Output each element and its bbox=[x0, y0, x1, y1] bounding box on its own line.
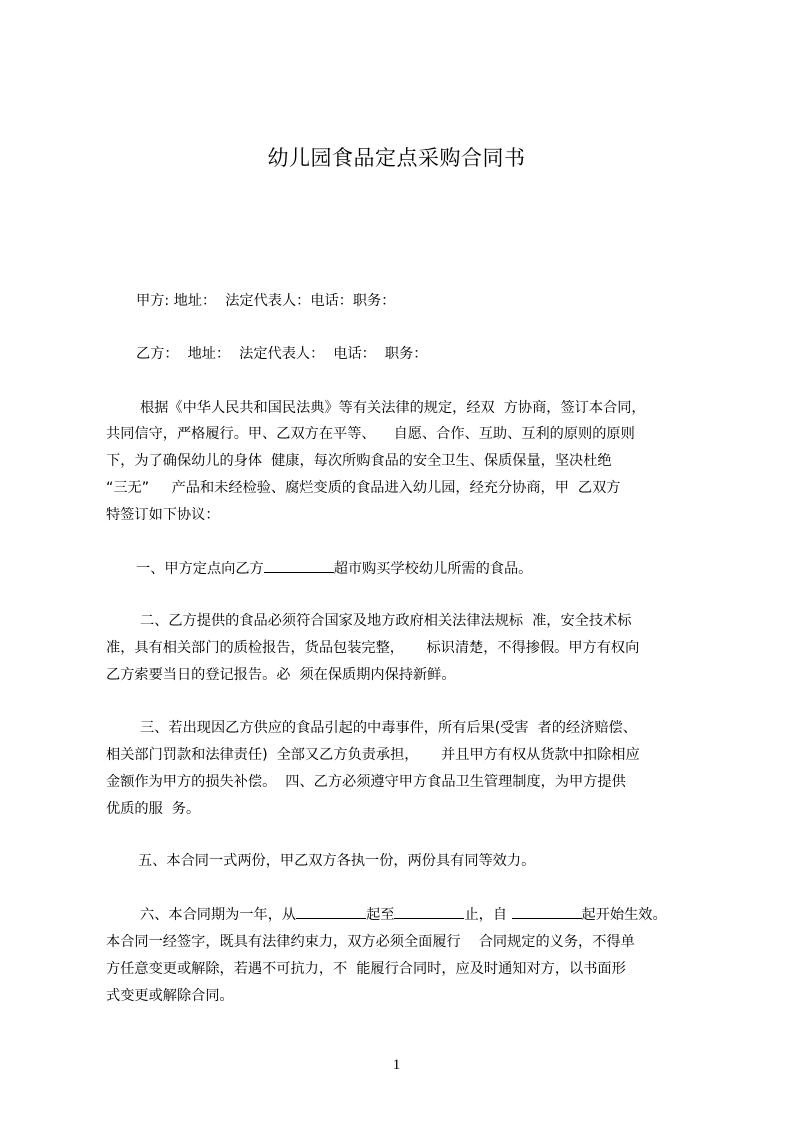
clause-2-line: 二、乙方提供的食品必须符合国家及地方政府相关法律法规标 准，安全技术标 bbox=[140, 613, 632, 629]
clause-1-text: 一、甲方定点向乙方 bbox=[136, 561, 264, 577]
intro-line: 根据《中华人民共和国民法典》等有关法律的规定，经双 方协商，签订本合同， bbox=[140, 400, 646, 416]
clause-6-first-line bbox=[140, 905, 790, 925]
intro-line: “三无” 产品和未经检验、腐烂变质的食品进入幼儿园，经充分协商，甲 乙双方 bbox=[106, 480, 621, 496]
clause-5: 五、本合同一式两份，甲乙双方各执一份，两份具有同等效力。 bbox=[138, 853, 536, 869]
document-title: 幼儿园食品定点采购合同书 bbox=[267, 146, 526, 170]
clause-3-line: 优质的服 务。 bbox=[106, 801, 201, 817]
effective-date-blank[interactable] bbox=[512, 905, 582, 919]
clause-1-text: 超市购买学校幼儿所需的食品。 bbox=[333, 561, 533, 577]
party-a-line: 甲方: 地址： 法定代表人：电话：职务： bbox=[136, 293, 396, 309]
intro-line: 共同信守，严格履行。甲、乙双方在平等、 自愿、合作、互助、互利的原则的原则 bbox=[106, 426, 635, 442]
clause-1 bbox=[136, 559, 776, 579]
intro-line: 特签订如下协议： bbox=[106, 507, 220, 523]
party-b-line: 乙方： 地址： 法定代表人： 电话： 职务： bbox=[136, 346, 428, 362]
clause-6-text: 起开始生效。 bbox=[581, 907, 667, 923]
clause-6-line: 本合同一经签字，既具有法律约束力，双方必须全面履行 合同规定的义务，不得单 bbox=[106, 934, 635, 950]
end-date-blank[interactable] bbox=[394, 905, 464, 919]
clause-6-line: 方任意变更或解除，若遇不可抗力，不 能履行合同时，应及时通知对方，以书面形 bbox=[106, 961, 626, 977]
supplier-name-blank[interactable] bbox=[264, 559, 334, 573]
clause-6-text: 六、本合同期为一年，从 bbox=[140, 907, 297, 923]
intro-line: 下，为了确保幼儿的身体 健康，每次所购食品的安全卫生、保质保量，坚决杜绝 bbox=[106, 453, 612, 469]
start-date-blank[interactable] bbox=[296, 905, 366, 919]
clause-6-text: 止，自 bbox=[464, 907, 512, 923]
clause-3-line: 金额作为甲方的损失补偿。 四、乙方必须遵守甲方食品卫生管理制度，为甲方提供 bbox=[106, 774, 626, 790]
clause-2-line: 准，具有相关部门的质检报告，货品包装完整， 标识清楚，不得掺假。甲方有权向 bbox=[106, 640, 640, 656]
clause-3-line: 三、若出现因乙方供应的食品引起的中毒事件，所有后果(受害 者的经济赔偿、 bbox=[140, 720, 637, 736]
page-number: 1 bbox=[392, 1057, 401, 1073]
clause-6-text: 起至 bbox=[366, 907, 395, 923]
clause-6-line: 式变更或解除合同。 bbox=[106, 988, 234, 1004]
clause-3-line: 相关部门罚款和法律责任) 全部又乙方负责承担， 并且甲方有权从货款中扣除相应 bbox=[106, 747, 640, 763]
clause-2-line: 乙方索要当日的登记报告。必 须在保质期内保持新鲜。 bbox=[106, 667, 456, 683]
